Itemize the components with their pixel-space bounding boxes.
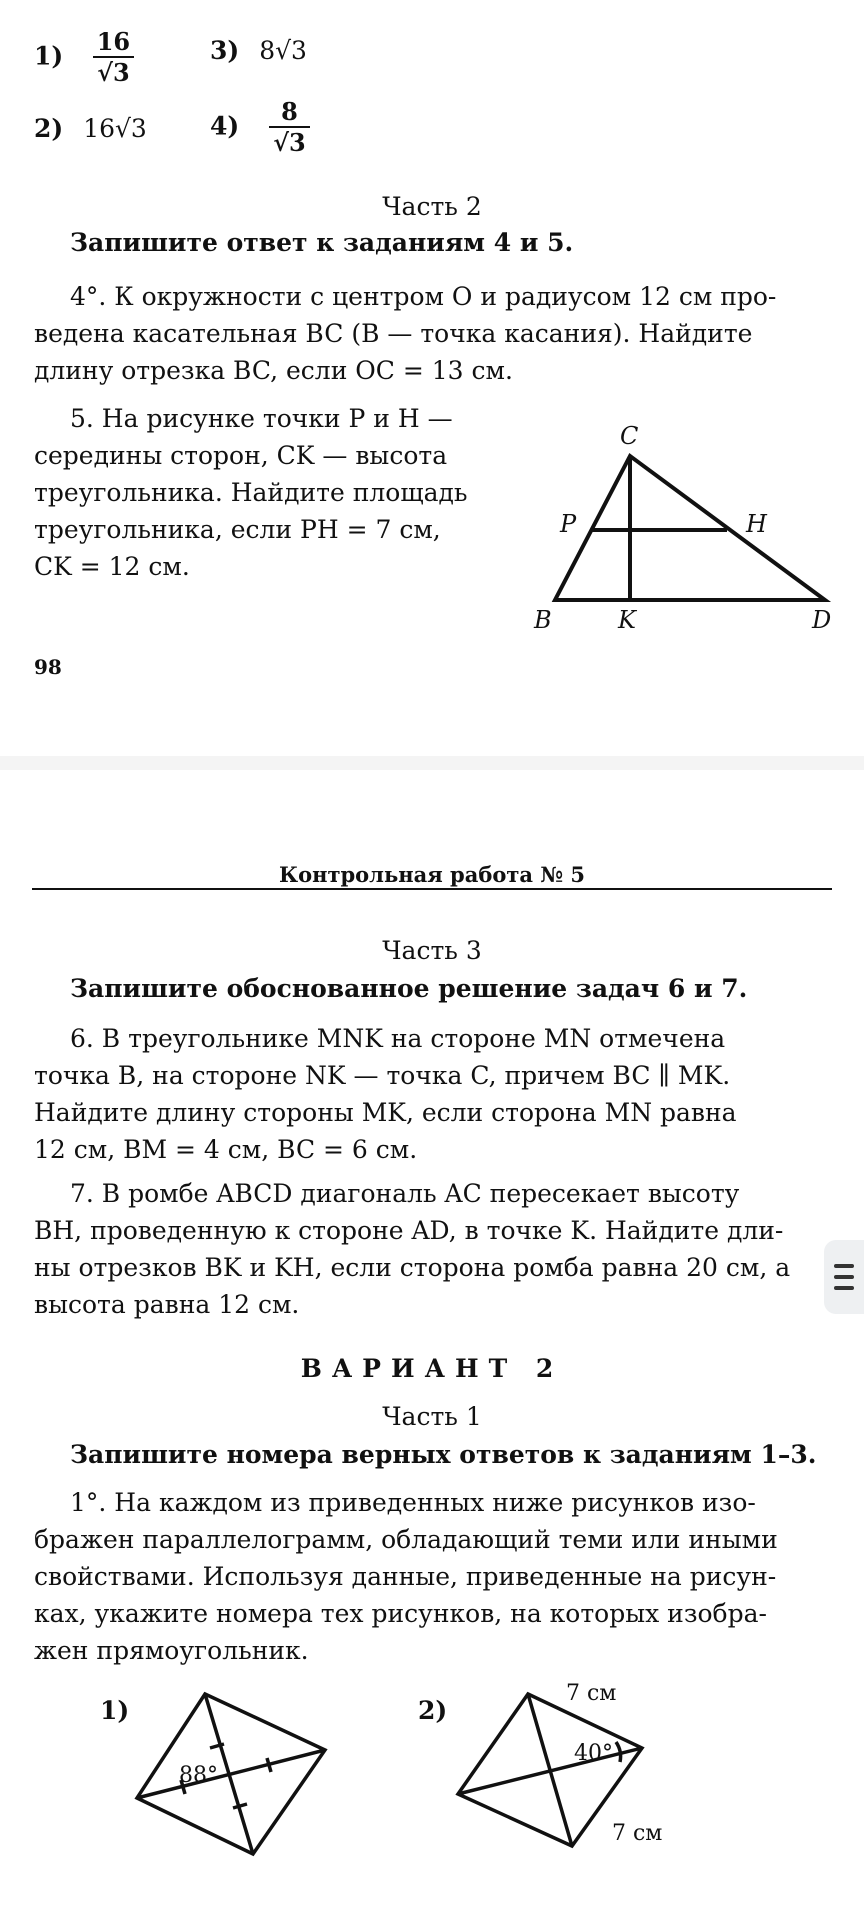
task-4: 4°. К окружности с центром O и радиусом 12 см про- ведена касательная BC (B — точка касания). Найдите длину отрезка BC, если OC = 13 см. — [34, 282, 777, 385]
triangle-figure — [520, 420, 850, 640]
part1-title: Часть 1 — [382, 1402, 482, 1431]
answer-option-2: 2) 16√3 — [34, 114, 147, 143]
running-header: Контрольная работа № 5 — [278, 862, 586, 887]
label-p: P — [560, 510, 577, 538]
header-rule — [32, 888, 832, 890]
figure-1-parallelogram — [125, 1688, 345, 1858]
label-c: C — [620, 422, 639, 450]
task-5: 5. На рисунке точки P и H — середины сторон, CK — высота треугольника. Найдите площадь треугольника, если PH = 7 см, CK = 12 см. — [34, 404, 468, 581]
fraction: $\frac{16}{√3}$ — [93, 28, 133, 88]
task-6: 6. В треугольнике MNK на стороне MN отмечена точка B, на стороне NK — точка C, причем BC ∥ MK. Найдите длину стороны MK, если сторона MN равна 12 см, BM = 4 см, BC = 6 см. — [34, 1024, 737, 1164]
task-7: 7. В ромбе ABCD диагональ AC пересекает высоту BH, проведенную к стороне AD, в точке K. Найдите дли- ны отрезков BK и KH, если сторона ромба равна 20 см, а высота равна 12 см. — [34, 1179, 791, 1319]
side-length-bottom: 7 см — [612, 1821, 663, 1846]
page-number: 98 — [34, 655, 62, 679]
part-title: Часть 2 — [382, 192, 482, 221]
page-bottom — [0, 770, 864, 1920]
figure-2-parallelogram — [450, 1680, 690, 1860]
part3-instruction: Запишите обоснованное решение задач 6 и 7. — [70, 974, 748, 1003]
figure-1-label: 1) — [100, 1696, 130, 1725]
label-k: K — [618, 606, 636, 634]
answer-option-4: 4) $\frac{8}{√3}$ — [210, 98, 310, 158]
label-h: H — [746, 510, 767, 538]
tick-mark — [267, 1758, 271, 1772]
angle-label: 40° — [574, 1741, 613, 1766]
label-b: B — [534, 606, 552, 634]
side-length-top: 7 см — [566, 1681, 617, 1706]
part1-instruction: Запишите номера верных ответов к заданиям 1–3. — [70, 1440, 817, 1469]
part3-title: Часть 3 — [382, 936, 482, 965]
task-1: 1°. На каждом из приведенных ниже рисунков изо- бражен параллелограмм, обладающий теми или иными свойствами. Используя данные, приведенные на рисун- ках, укажите номера тех рисунков, на которых изобра- жен прямоугольник. — [34, 1488, 778, 1665]
angle-label: 88° — [179, 1763, 218, 1788]
menu-bar — [834, 1264, 854, 1268]
menu-bar — [834, 1286, 854, 1290]
fraction: $\frac{8}{√3}$ — [269, 98, 309, 158]
angle-arc — [616, 1742, 621, 1762]
tick-mark — [233, 1804, 247, 1808]
variant-title: ВАРИАНТ 2 — [300, 1354, 564, 1383]
figure-2-label: 2) — [418, 1696, 448, 1725]
menu-icon[interactable] — [824, 1240, 864, 1314]
label-d: D — [812, 606, 832, 634]
answer-option-3: 3) 8√3 — [210, 36, 307, 65]
instruction: Запишите ответ к заданиям 4 и 5. — [70, 228, 574, 257]
menu-bar — [834, 1275, 854, 1279]
answer-option-1: 1) $\frac{16}{√3}$ — [34, 28, 134, 88]
page-top — [0, 0, 864, 756]
